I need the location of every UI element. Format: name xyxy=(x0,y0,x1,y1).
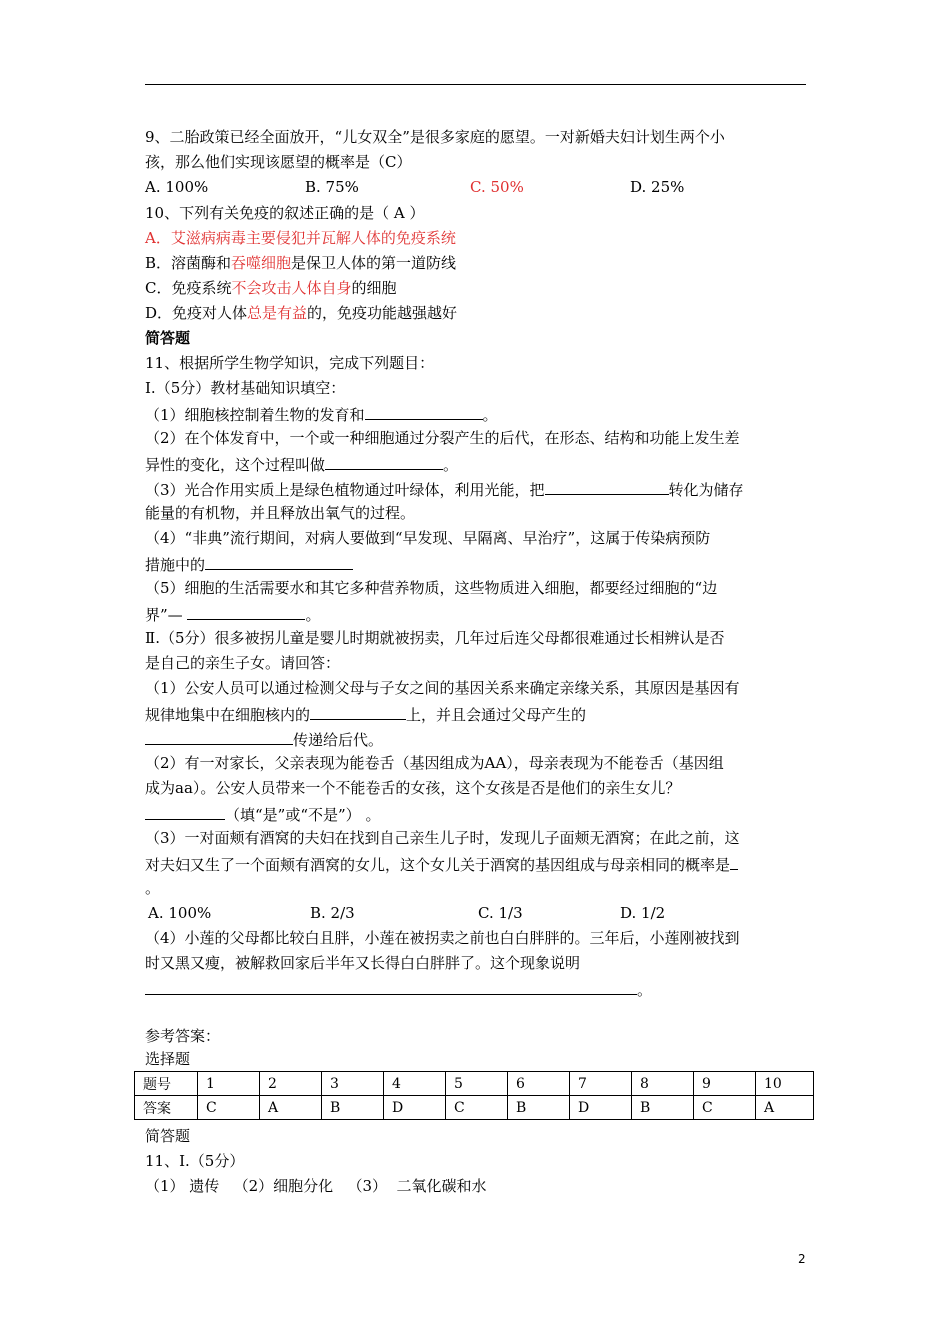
answer-blank[interactable] xyxy=(310,703,406,720)
table-cell: 6 xyxy=(508,1072,570,1096)
table-cell: C xyxy=(694,1096,756,1120)
q10-option-b xyxy=(145,253,456,273)
q11-s1-pre: 规律地集中在细胞核内的 xyxy=(145,706,311,724)
q9-option-b: B. 75% xyxy=(305,178,359,196)
table-cell: 4 xyxy=(384,1072,446,1096)
table-cell: 2 xyxy=(260,1072,322,1096)
q11-s1-post: 上，并且会通过父母产生的 xyxy=(406,706,587,724)
q10-d-pre: D．免疫对人体 xyxy=(145,304,248,322)
q10-c-pre: C．免疫系统 xyxy=(145,279,232,297)
q11-p2-end: 。 xyxy=(443,456,459,474)
table-cell: D xyxy=(570,1096,632,1120)
table-cell: B xyxy=(632,1096,694,1120)
answer-blank[interactable] xyxy=(145,978,637,995)
q11-s3-option-b: B. 2/3 xyxy=(310,904,355,922)
answer-blank[interactable] xyxy=(145,728,293,745)
table-cell: C xyxy=(198,1096,260,1120)
q10-option-c xyxy=(145,278,397,298)
q10-stem: 10、下列有关免疫的叙述正确的是（ A ） xyxy=(145,204,425,222)
q11-s2-line3-text: （填“是”或“不是”） 。 xyxy=(225,806,381,824)
page-number: 2 xyxy=(798,1252,806,1266)
q9-stem-line2: 孩，那么他们实现该愿望的概率是（C） xyxy=(145,153,412,171)
q11-p1-end: 。 xyxy=(482,406,498,424)
q11-s3-option-c: C. 1/3 xyxy=(478,904,523,922)
q11-p5-line1: （5）细胞的生活需要水和其它多种营养物质，这些物质进入细胞，都要经过细胞的“边 xyxy=(145,579,718,597)
q10-c-red: 不会攻击人体自身 xyxy=(231,279,352,297)
q11-s4-line1: （4）小莲的父母都比较白且胖，小莲在被拐卖之前也白白胖胖的。三年后，小莲刚被找到 xyxy=(145,929,740,947)
q11-p2-text: 异性的变化，这个过程叫做 xyxy=(145,456,326,474)
answer-blank[interactable] xyxy=(325,453,443,470)
q10-b-red: 吞噬细胞 xyxy=(231,254,292,272)
table-row xyxy=(135,1096,814,1120)
header-rule xyxy=(145,84,806,85)
q11-p4-line2 xyxy=(145,553,353,575)
q10-option-a: A．艾滋病病毒主要侵犯并瓦解人体的免疫系统 xyxy=(145,229,456,247)
table-cell: D xyxy=(384,1096,446,1120)
table-cell: 3 xyxy=(322,1072,384,1096)
table-cell: 8 xyxy=(632,1072,694,1096)
table-cell: B xyxy=(322,1096,384,1120)
answer-table xyxy=(134,1071,814,1120)
q11-p3-line2: 能量的有机物，并且释放出氧气的过程。 xyxy=(145,504,416,522)
table-row xyxy=(135,1072,814,1096)
answer-blank[interactable] xyxy=(545,478,669,495)
table-cell: A xyxy=(756,1096,814,1120)
q11-s4-line3 xyxy=(145,978,652,1000)
q11-s1-line3-text: 传递给后代。 xyxy=(293,731,384,749)
table-cell: C xyxy=(446,1096,508,1120)
answers-choice-heading: 选择题 xyxy=(145,1050,191,1068)
q11-s1-line1: （1）公安人员可以通过检测父母与子女之间的基因关系来确定亲缘关系，其原因是基因有 xyxy=(145,679,740,697)
answers-heading: 参考答案： xyxy=(145,1027,221,1045)
q11-p4-line1: （4）“非典”流行期间，对病人要做到“早发现、早隔离、早治疗”，这属于传染病预防 xyxy=(145,529,711,547)
q11-p4-text: 措施中的 xyxy=(145,556,206,574)
q11-s2-line3 xyxy=(145,803,380,825)
q10-option-d xyxy=(145,303,457,323)
q9-stem-line1: 9、二胎政策已经全面放开，“儿女双全”是很多家庭的愿望。一对新婚夫妇计划生两个小 xyxy=(145,128,725,146)
table-cell: 1 xyxy=(198,1072,260,1096)
answer-blank[interactable] xyxy=(730,853,738,870)
answers-short-heading: 简答题 xyxy=(145,1127,191,1145)
table-cell: A xyxy=(260,1096,322,1120)
q11-p3-line1 xyxy=(145,478,744,500)
q10-d-post: 的，免疫功能越强越好 xyxy=(307,304,458,322)
q11-s1-line3 xyxy=(145,728,383,750)
table-cell: 10 xyxy=(756,1072,814,1096)
q11-s3-text: 对夫妇又生了一个面颊有酒窝的女儿，这个女儿关于酒窝的基因组成与母亲相同的概率是 xyxy=(145,856,731,874)
section-heading-short: 简答题 xyxy=(145,329,191,347)
q11-p5-text: 界”— xyxy=(145,606,188,624)
q11-s3-line2 xyxy=(145,853,738,875)
q11-p2-line1: （2）在个体发育中，一个或一种细胞通过分裂产生的后代，在形态、结构和功能上发生差 xyxy=(145,429,740,447)
q9-option-c: C. 50% xyxy=(470,178,524,196)
answer-blank[interactable] xyxy=(205,553,353,570)
answers-q11-values: （1） 遗传 （2）细胞分化 （3） 二氧化碳和水 xyxy=(145,1177,487,1195)
q10-b-post: 是保卫人体的第一道防线 xyxy=(291,254,457,272)
q11-s4-line2: 时又黑又瘦，被解救回家后半年又长得白白胖胖了。这个现象说明 xyxy=(145,954,581,972)
table-cell: 5 xyxy=(446,1072,508,1096)
q11-s3-option-a: A. 100% xyxy=(148,904,212,922)
q9-option-a: A. 100% xyxy=(145,178,209,196)
q10-d-red: 总是有益 xyxy=(247,304,308,322)
q11-p1-text: （1）细胞核控制着生物的发育和 xyxy=(145,406,365,424)
q11-part1-title: Ⅰ.（5分）教材基础知识填空： xyxy=(145,379,346,397)
q11-stem: 11、根据所学生物学知识，完成下列题目： xyxy=(145,354,435,372)
q11-part2-line2: 是自己的亲生子女。请回答： xyxy=(145,654,341,672)
q11-s2-line1: （2）有一对家长，父亲表现为能卷舌（基因组成为AA），母亲表现为不能卷舌（基因组 xyxy=(145,754,724,772)
row-label-answer: 答案 xyxy=(135,1096,198,1120)
q11-s3-option-d: D. 1/2 xyxy=(620,904,666,922)
q11-s4-end: 。 xyxy=(637,981,653,999)
answer-blank[interactable] xyxy=(365,403,483,420)
q11-s1-line2 xyxy=(145,703,586,725)
q11-p5-end: 。 xyxy=(305,606,321,624)
q11-p3-pre: （3）光合作用实质上是绿色植物通过叶绿体，利用光能，把 xyxy=(145,481,545,499)
table-cell: B xyxy=(508,1096,570,1120)
answers-q11-title: 11、Ⅰ.（5分） xyxy=(145,1152,245,1170)
answer-blank[interactable] xyxy=(145,803,225,820)
row-label-question: 题号 xyxy=(135,1072,198,1096)
q11-part2-line1: Ⅱ.（5分）很多被拐儿童是婴儿时期就被拐卖，几年过后连父母都很难通过长相辨认是否 xyxy=(145,629,725,647)
q11-p3-post: 转化为储存 xyxy=(668,481,744,499)
q10-b-pre: B．溶菌酶和 xyxy=(145,254,232,272)
q11-p5-line2 xyxy=(145,603,320,625)
q11-s3-line1: （3）一对面颊有酒窝的夫妇在找到自己亲生儿子时，发现儿子面颊无酒窝；在此之前，这 xyxy=(145,829,740,847)
answer-blank[interactable] xyxy=(187,603,305,620)
q11-p2-line2 xyxy=(145,453,458,475)
q11-s3-line3: 。 xyxy=(145,879,161,897)
table-cell: 7 xyxy=(570,1072,632,1096)
q10-c-post: 的细胞 xyxy=(351,279,397,297)
q11-s2-line2: 成为aa）。公安人员带来一个不能卷舌的女孩，这个女孩是否是他们的亲生女儿？ xyxy=(145,779,681,797)
q11-p1 xyxy=(145,403,498,425)
table-cell: 9 xyxy=(694,1072,756,1096)
q9-option-d: D. 25% xyxy=(630,178,685,196)
